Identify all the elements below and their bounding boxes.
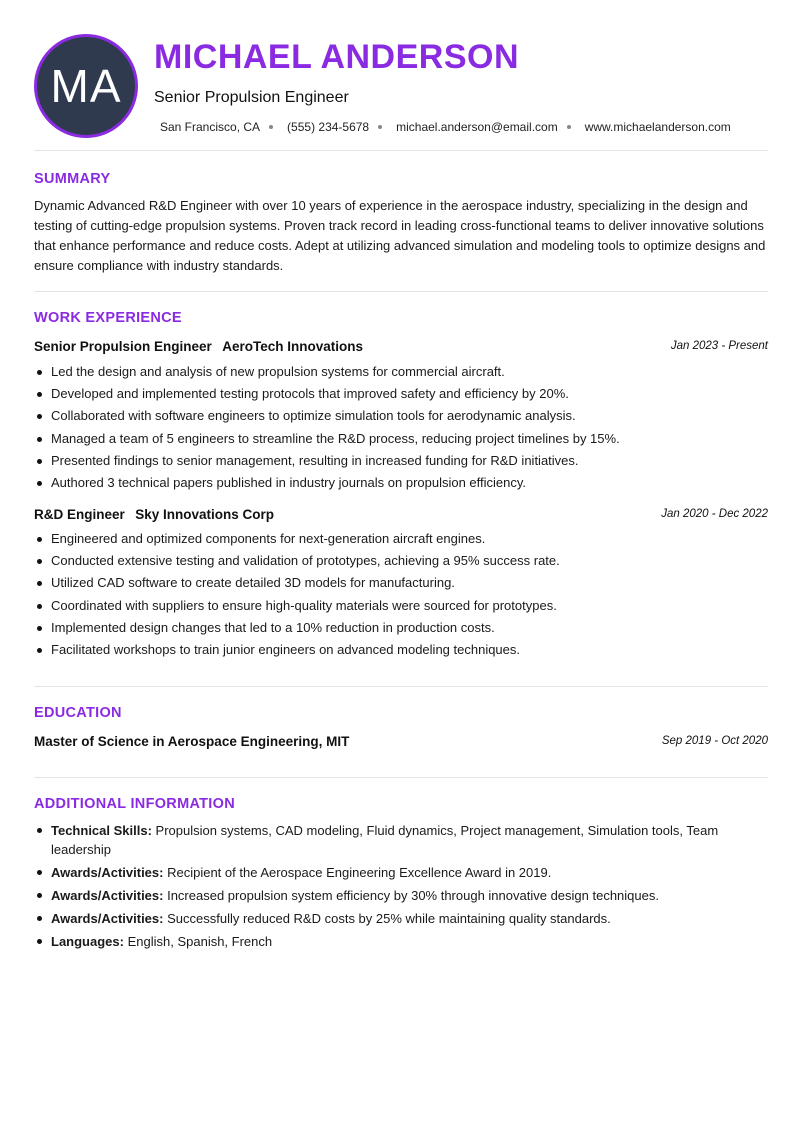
item-text: Increased propulsion system efficiency by 30% through innovative design techniques. bbox=[167, 888, 659, 903]
candidate-title: Senior Propulsion Engineer bbox=[154, 89, 349, 106]
list-item: Led the design and analysis of new propulsion systems for commercial aircraft. bbox=[34, 361, 768, 383]
avatar: MA bbox=[34, 34, 138, 138]
item-text: English, Spanish, French bbox=[127, 934, 273, 949]
section-divider bbox=[34, 686, 768, 687]
job-bullets bbox=[34, 528, 768, 661]
job-dates: Jan 2023 - Present bbox=[670, 340, 768, 352]
list-item bbox=[34, 821, 768, 859]
contact-website[interactable]: www.michaelanderson.com bbox=[584, 120, 731, 134]
list-item: Facilitated workshops to train junior engineers on advanced modeling techniques. bbox=[34, 639, 768, 661]
item-label: Awards/Activities: bbox=[51, 865, 164, 880]
separator-dot bbox=[269, 125, 273, 129]
job-header bbox=[34, 338, 768, 358]
section-divider bbox=[34, 291, 768, 292]
item-text: Recipient of the Aerospace Engineering Excellence Award in 2019. bbox=[167, 865, 552, 880]
contact-email[interactable]: michael.anderson@email.com bbox=[396, 120, 558, 134]
item-label: Languages: bbox=[51, 934, 124, 949]
list-item bbox=[34, 863, 768, 882]
job-company: Sky Innovations Corp bbox=[135, 507, 274, 522]
list-item: Managed a team of 5 engineers to streamline the R&D process, reducing project timelines by 15%. bbox=[34, 428, 768, 450]
job-role: R&D Engineer bbox=[34, 507, 125, 522]
contact-phone: (555) 234-5678 bbox=[287, 120, 370, 134]
job-dates: Jan 2020 - Dec 2022 bbox=[661, 508, 768, 520]
list-item: Developed and implemented testing protocols that improved safety and efficiency by 20%. bbox=[34, 383, 768, 405]
list-item: Collaborated with software engineers to optimize simulation tools for aerodynamic analysis. bbox=[34, 405, 768, 427]
item-label: Technical Skills: bbox=[51, 823, 152, 838]
job-bullets bbox=[34, 361, 768, 494]
item-label: Awards/Activities: bbox=[51, 911, 164, 926]
separator-dot bbox=[378, 125, 382, 129]
job-role: Senior Propulsion Engineer bbox=[34, 339, 212, 354]
list-item: Presented findings to senior management, resulting in increased funding for R&D initiatives. bbox=[34, 450, 768, 472]
experience-heading: WORK EXPERIENCE bbox=[34, 310, 182, 326]
list-item bbox=[34, 886, 768, 905]
contact-location: San Francisco, CA bbox=[160, 120, 261, 134]
separator-dot bbox=[567, 125, 571, 129]
job-company: AeroTech Innovations bbox=[222, 339, 364, 354]
list-item bbox=[34, 909, 768, 928]
education-dates: Sep 2019 - Oct 2020 bbox=[661, 735, 768, 747]
education-entry bbox=[34, 733, 768, 753]
list-item: Coordinated with suppliers to ensure high-quality materials were sourced for prototypes. bbox=[34, 595, 768, 617]
list-item: Authored 3 technical papers published in industry journals on propulsion efficiency. bbox=[34, 472, 768, 494]
education-degree: Master of Science in Aerospace Engineering, MIT bbox=[34, 734, 350, 749]
contact-line bbox=[160, 120, 731, 134]
section-divider bbox=[34, 150, 768, 151]
item-text: Propulsion systems, CAD modeling, Fluid dynamics, Project management, Simulation tools, Team leadership bbox=[51, 823, 719, 857]
summary-text: Dynamic Advanced R&D Engineer with over 10 years of experience in the aerospace industry, specializing in the design and testing of cutting-edge propulsion systems. Proven track record in leading cross-functional teams to deliver innovative solutions that enhance performance and reduce costs. Adept at utilizing advanced simulation and modeling tools to optimize designs and ensure compliance with industry standards. bbox=[34, 198, 766, 273]
item-label: Awards/Activities: bbox=[51, 888, 164, 903]
summary-heading: SUMMARY bbox=[34, 171, 111, 187]
list-item: Engineered and optimized components for next-generation aircraft engines. bbox=[34, 528, 768, 550]
education-heading: EDUCATION bbox=[34, 705, 122, 721]
list-item bbox=[34, 932, 768, 951]
list-item: Implemented design changes that led to a 10% reduction in production costs. bbox=[34, 617, 768, 639]
list-item: Utilized CAD software to create detailed 3D models for manufacturing. bbox=[34, 572, 768, 594]
resume-header bbox=[34, 34, 768, 138]
list-item: Conducted extensive testing and validation of prototypes, achieving a 95% success rate. bbox=[34, 550, 768, 572]
job-header bbox=[34, 506, 768, 526]
additional-list bbox=[34, 821, 768, 955]
section-divider bbox=[34, 777, 768, 778]
candidate-name: MICHAEL ANDERSON bbox=[154, 38, 520, 76]
item-text: Successfully reduced R&D costs by 25% while maintaining quality standards. bbox=[167, 911, 611, 926]
additional-heading: ADDITIONAL INFORMATION bbox=[34, 796, 235, 812]
